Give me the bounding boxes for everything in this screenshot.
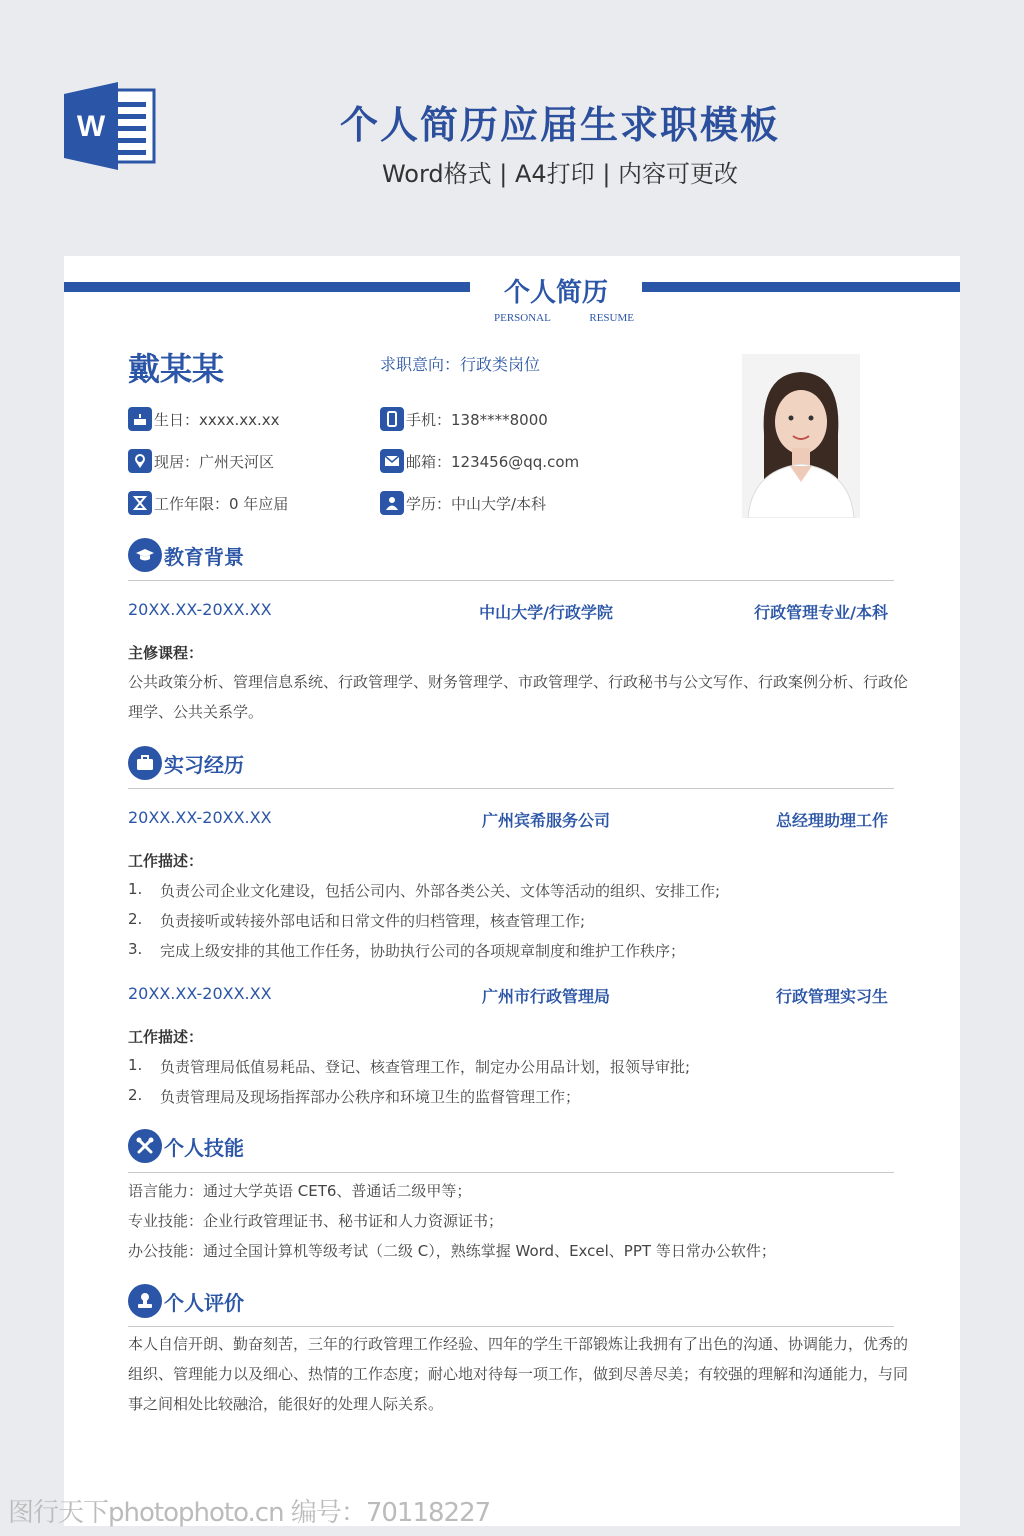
job-desc-label: 工作描述： (128, 1028, 204, 1046)
skill-item: 办公技能：通过全国计算机等级考试（二级 C），熟练掌握 Word、Excel、PPT 等日常办公软件； (128, 1242, 776, 1260)
section-divider (128, 788, 894, 789)
section-divider (128, 580, 894, 581)
courses-label: 主修课程： (128, 644, 204, 662)
section-education-title: 教育背景 (164, 544, 244, 569)
resume-title: 个人简历 (503, 278, 608, 308)
location-text: 现居：广州天河区 (154, 452, 275, 471)
resume-en-right: RESUME (589, 312, 634, 324)
section-evaluation-title: 个人评价 (164, 1290, 244, 1315)
section-internship-header (128, 746, 244, 780)
list-item-number: 1. (128, 880, 143, 898)
cake-icon (128, 407, 152, 431)
header-bar-right (642, 282, 960, 292)
banner-title: 个人简历应届生求职模板 (339, 103, 780, 147)
job-date: 20XX.XX-20XX.XX (128, 808, 272, 827)
birth-text: 生日：xxxx.xx.xx (154, 410, 280, 429)
list-item-text: 负责接听或转接外部电话和日常文件的归档管理，核查管理工作; (160, 912, 586, 930)
word-document-icon (64, 82, 156, 170)
location-pin-icon (128, 449, 152, 473)
job-row (128, 808, 888, 831)
evaluation-text: 本人自信开朗、勤奋刻苦，三年的行政管理工作经验、四年的学生干部锻炼让我拥有了出色的沟通、协调能力，优秀的组织、管理能力以及细心、热情的工作态度；耐心地对待每一项工作，做到尽善尽美；有较强的理解和沟通能力，与同事之间相处比较融洽，能很好的处理人际关系。 (128, 1335, 909, 1413)
section-internship-title: 实习经历 (164, 752, 244, 777)
list-item-number: 3. (128, 940, 143, 958)
stamp-icon (128, 1284, 162, 1318)
list-item (128, 880, 720, 901)
header-bar-left (64, 282, 470, 292)
section-divider (128, 1172, 894, 1173)
list-item (128, 910, 585, 931)
list-item-text: 负责管理局低值易耗品、登记、核查管理工作，制定办公用品计划，报领导审批; (160, 1058, 691, 1076)
education-date: 20XX.XX-20XX.XX (128, 600, 272, 619)
job-company: 广州市行政管理局 (481, 987, 610, 1006)
profile-photo (742, 354, 860, 518)
phone-text: 手机：138****8000 (406, 410, 548, 429)
resume-en-left: PERSONAL (494, 312, 551, 324)
list-item-text: 负责管理局及现场指挥部办公秩序和环境卫生的监督管理工作； (160, 1088, 581, 1106)
education-school: 中山大学/行政学院 (479, 603, 613, 622)
job-intent: 求职意向：行政类岗位 (380, 355, 541, 374)
list-item-text: 负责公司企业文化建设，包括公司内、外部各类公关、文体等活动的组织、安排工作; (160, 882, 721, 900)
list-item-text: 完成上级安排的其他工作任务，协助执行公司的各项规章制度和维护工作秩序； (160, 942, 686, 960)
mail-icon (380, 449, 404, 473)
education-row (128, 600, 888, 623)
resume-english-subtitle (494, 312, 634, 324)
user-icon (380, 491, 404, 515)
list-item (128, 1086, 580, 1107)
graduation-cap-icon (128, 538, 162, 572)
briefcase-icon (128, 746, 162, 780)
list-item (128, 1056, 690, 1077)
section-education-header (128, 538, 244, 572)
location-info (128, 449, 274, 473)
section-skills-title: 个人技能 (164, 1135, 244, 1160)
skill-item: 专业技能：企业行政管理证书、秘书证和人力资源证书； (128, 1212, 504, 1230)
email-text: 邮箱：123456@qq.com (406, 452, 580, 471)
tools-icon (128, 1129, 162, 1163)
list-item-number: 2. (128, 910, 143, 928)
section-skills-header (128, 1129, 244, 1163)
job-company: 广州宾希服务公司 (481, 811, 610, 830)
years-info (128, 491, 288, 515)
education-info (380, 491, 546, 515)
section-divider (128, 1326, 894, 1327)
svg-text:W: W (76, 110, 106, 143)
resume-paper (64, 256, 960, 1526)
birth-info (128, 407, 280, 431)
education-major: 行政管理专业/本科 (754, 603, 888, 622)
job-date: 20XX.XX-20XX.XX (128, 984, 272, 1003)
section-evaluation-header (128, 1284, 244, 1318)
skill-item: 语言能力：通过大学英语 CET6、普通话二级甲等； (128, 1182, 472, 1200)
job-role: 总经理助理工作 (775, 811, 888, 830)
phone-info (380, 407, 548, 431)
job-row (128, 984, 888, 1007)
banner-subtitle: Word格式 | A4打印 | 内容可更改 (381, 160, 739, 188)
education-text: 学历：中山大学/本科 (406, 494, 547, 513)
candidate-name: 戴某某 (128, 350, 225, 388)
hourglass-icon (128, 491, 152, 515)
list-item (128, 940, 685, 961)
phone-icon (380, 407, 404, 431)
years-text: 工作年限：0 年应届 (154, 494, 289, 513)
list-item-number: 1. (128, 1056, 143, 1074)
watermark: 图行天下photophoto.cn 编号：70118227 (8, 1498, 491, 1528)
list-item-number: 2. (128, 1086, 143, 1104)
email-info (380, 449, 579, 473)
job-desc-label: 工作描述： (128, 852, 204, 870)
job-role: 行政管理实习生 (775, 987, 888, 1006)
courses-text: 公共政策分析、管理信息系统、行政管理学、财务管理学、市政管理学、行政秘书与公文写作、行政案例分析、行政伦理学、公共关系学。 (128, 673, 909, 721)
